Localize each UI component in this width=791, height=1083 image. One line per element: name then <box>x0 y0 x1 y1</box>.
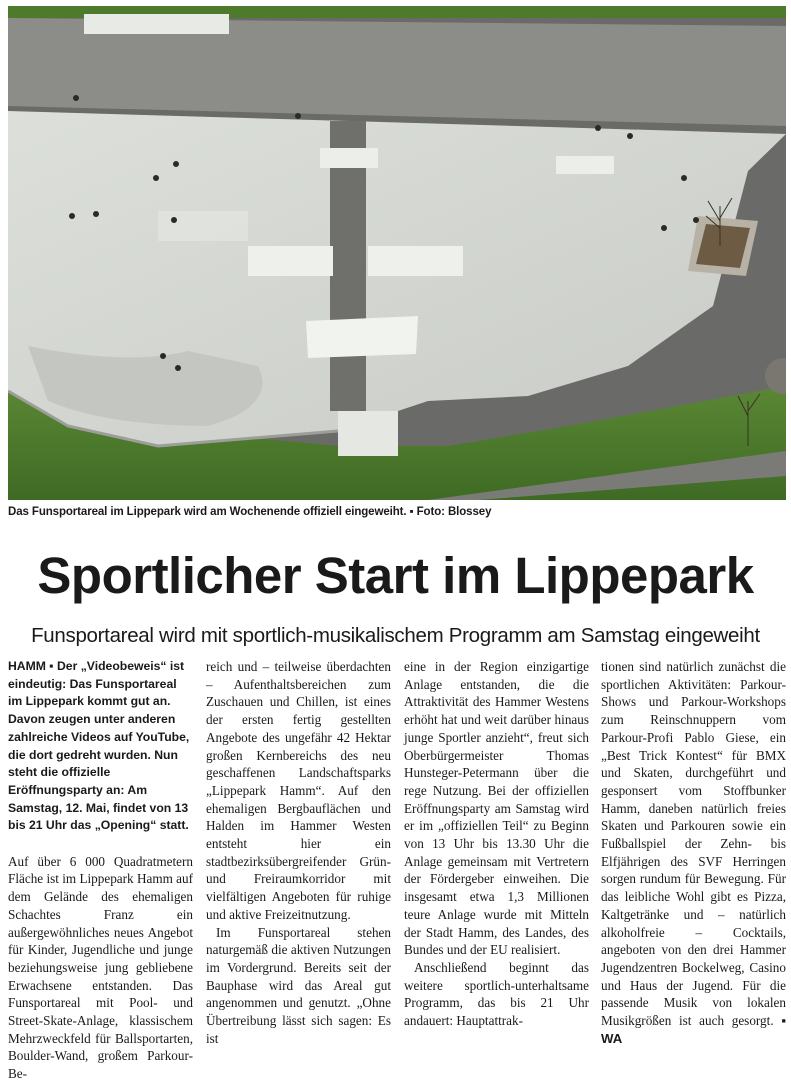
author-signature: ▪ WA <box>601 1013 786 1046</box>
body-text: tionen sind natürlich zunächst die sportlichen Aktivitäten: Parkour-Shows und Parkour-Workshops zum Reinschnuppern vom Parkour-Profi Pablo Giese, ein „Best Trick Kontest“ für BMX und Skaten, durchgeführt und gesponsert vom Stoffbunker Hamm, daneben natürlich freies Skaten und Parkouren sowie ein Fußballspiel der Zehn- bis Elfjährigen des SVF Herringen sorgen rundum für Bewegung. Für das leibliche Wohl gibt es Pizza, Kaltgetränke und – natürlich alkoholfreie – Cocktails, angeboten von den drei Hammer Jugendzentren Bockelweg, Casino und Haus der Jugend. Für die passende Musik von lokalen Musikgrößen ist auch gesorgt. <box>601 659 786 1029</box>
article-column-4 <box>601 658 786 1047</box>
article-column-3 <box>404 658 589 1030</box>
article-column-2 <box>206 658 391 1047</box>
subheadline: Funsportareal wird mit sportlich-musikalischem Programm am Samstag eingeweiht <box>31 624 760 647</box>
skatepark-aerial-image <box>8 6 786 500</box>
body-paragraph: Im Funsportareal stehen naturgemäß die aktiven Nutzungen im Vordergrund. Bereits seit der Bauphase wird das Areal gut angenommen und genutzt. „Ohne Übertreibung lässt sich sagen: Es ist <box>206 924 391 1046</box>
body-paragraph <box>601 658 786 1047</box>
aerial-photo <box>8 6 786 500</box>
photo-caption: Das Funsportareal im Lippepark wird am Wochenende offiziell eingeweiht. ▪ Foto: Blossey <box>8 506 492 518</box>
lead-paragraph: HAMM ▪ Der „Videobeweis“ ist eindeutig: Das Funsportareal im Lippepark kommt gut an. Davon zeugen unter anderen zahlreiche Videos auf YouTube, die dort gedreht wurden. Nun steht die offizielle Eröffnungsparty an: Am Samstag, 12. Mai, findet von 13 bis 21 Uhr das „Opening“ statt. <box>8 659 190 833</box>
body-paragraph: reich und – teilweise überdachten – Aufenthaltsbereichen zum Zuschauen und Chillen, ist eines der ersten fertig gestellten Angebote des ungefähr 42 Hektar großen Kernbereichs des neu geschaffenen Landschaftsparks „Lippepark Hamm“. Auf den ehemaligen Bergbauflächen und Halden im Hammer Westen entsteht hier ein stadtbezirksübergreifender Grün- und Freiraumkorridor mit vielfältigen Angeboten für ruhige und aktive Freizeitnutzung. <box>206 659 391 922</box>
body-paragraph: eine in der Region einzigartige Anlage entstanden, die die Attraktivität des Hammer Westens erhöht hat und weit darüber hinaus junge Sportler anzieht“, freut sich Oberbürgermeister Thomas Hunsteger-Petermann über die rege Nutzung. Bei der offiziellen Eröffnungsparty am Samstag wird er im „offiziellen Teil“ zu Beginn von 13 Uhr bis 13.30 Uhr die Anlage gemeinsam mit Vertretern der Fördergeber einweihen. Die insgesamt etwa 1,3 Millionen teure Anlage wurde mit Mitteln der Stadt Hamm, des Landes, des Bundes und der EU realisiert. <box>404 659 589 958</box>
headline: Sportlicher Start im Lippepark <box>37 547 754 604</box>
body-paragraph: Auf über 6 000 Quadratmetern Fläche ist im Lippepark Hamm auf dem Gelände des ehemaligen Schachtes Franz ein außergewöhnliches neues Angebot für Kinder, Jugendliche und junge beziehungsweise jung gebliebene Erwachsene entstanden. Das Funsportareal mit Pool- und Street-Skate-Anlage, klassischem Mehrzweckfeld für Ballsportarten, Boulder-Wand, großem Parkour-Be- <box>8 853 193 1082</box>
article-column-1 <box>8 658 193 1083</box>
body-paragraph: Anschließend beginnt das weitere sportlich-unterhaltsame Programm, das bis 21 Uhr andauert: Hauptattrak- <box>404 959 589 1029</box>
